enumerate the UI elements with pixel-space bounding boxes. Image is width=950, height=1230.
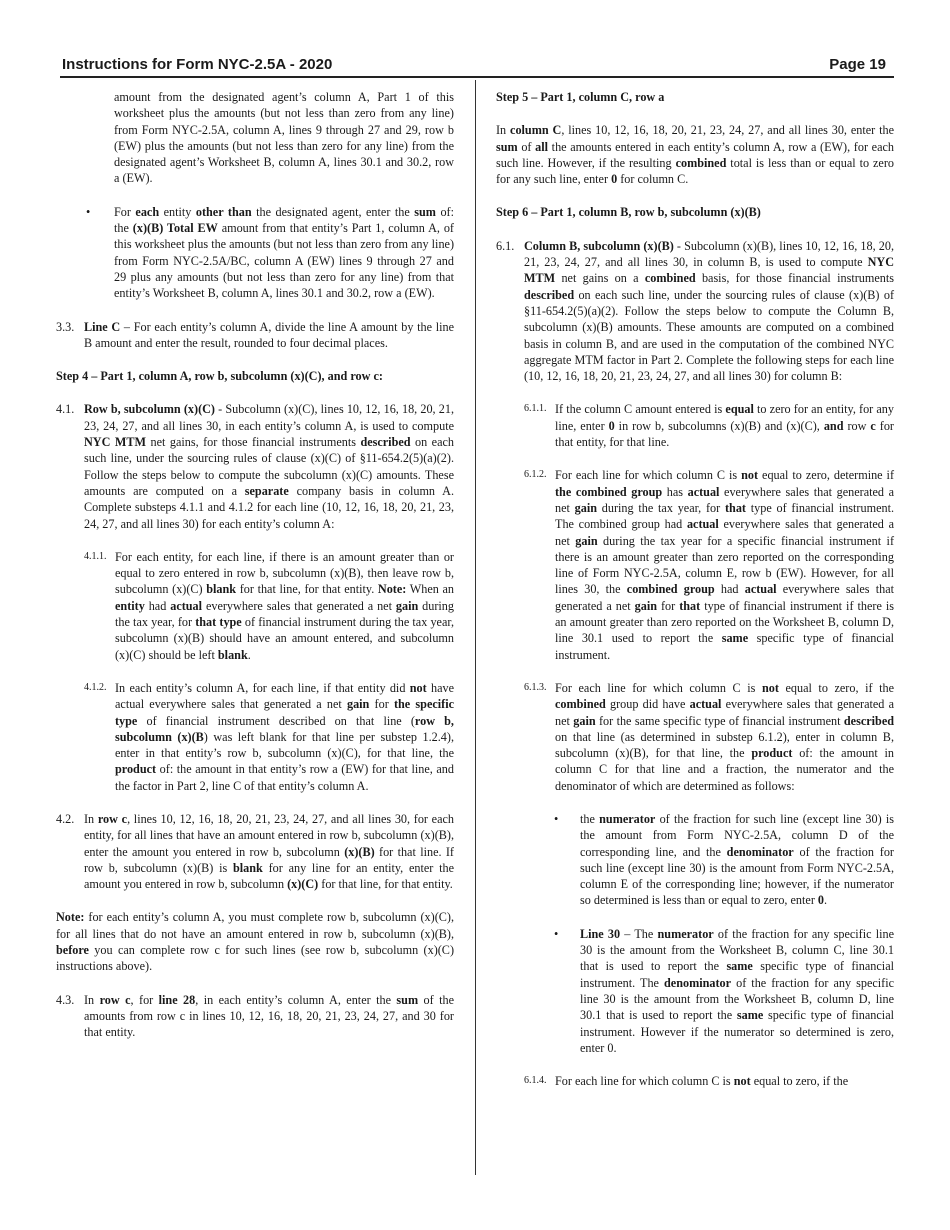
step-6-heading: Step 6 – Part 1, column B, row b, subcolumn (x)(B) [496,205,761,220]
document-title: Instructions for Form NYC-2.5A - 2020 [62,56,333,73]
continued-paragraph: amount from the designated agent’s column A, Part 1 of this worksheet plus the amounts (but not less than zero from any line) from Form NYC-2.5A, column A, lines 9 through 27 and 29, row b (EW) plus the amounts (but not less than zero for any line) from the designated agent’s Worksheet B, column A, lines 30.1 and 30.2, row a (EW). [114,90,454,186]
step-6-1-1: 6.1.1. If the column C amount entered is equal to zero for an entity, for any line, enter 0 in row b, subcolumns (x)(B) and (x)(C), and row c for that entity, for that line. [524,402,894,450]
note-paragraph: Note: for each entity’s column A, you must complete row b, subcolumn (x)(C), for all lines that do not have an amount entered in row b, subcolumn (x)(B), before you can complete row c for such lines (see row b, subcolumn (x)(C) instructions above). [56,910,454,974]
page-number: Page 19 [829,56,886,73]
step-4-1: 4.1. Row b, subcolumn (x)(C) - Subcolumn (x)(C), lines 10, 12, 16, 18, 20, 21, 23, 24, 27, and all lines 30, in each entity’s column A, is used to compute NYC MTM net gains, for those financial instruments described on each such line, under the sourcing rules of clause (x)(C) of §11-654.2(5)(a)(2). Follow the steps below to compute the subcolumn (x)(C) amounts. These amounts are computed on a separate company basis in column A. Complete substeps 4.1.1 and 4.1.2 for each line (10, 12, 16, 18, 20, 21, 23, 24, 27, and all lines 30) for each entity’s column A: [56,402,455,531]
step-6-1-2: 6.1.2. For each line for which column C is not equal to zero, determine if the combined group has actual everywhere sales that generated a net gain during the tax year, for that type of financial instrument. The combined group had actual everywhere sales that generated a net gain during the tax year for a specific financial instrument if there is an amount greater than zero reported on the corresponding line of Form NYC-2.5A, column E, row b (EW). However, for all lines 30, the combined group had actual everywhere sales that generated a net gain for that type of financial instrument if there is an amount greater than zero reported on the Worksheet B, column D, line 30.1 used to report the same specific type of financial instrument. [524,468,895,662]
bullet-numerator: • the numerator of the fraction for such line (except line 30) is the amount from Form NYC-2.5A, column D of the corresponding line, and the denominator of the fraction for such line (except line 30) is the amount from Form NYC-2.5A, column E of the corresponding line; however, if the numerator so determined is less than or equal to zero, enter 0. [554,811,895,908]
step-4-heading: Step 4 – Part 1, column A, row b, subcolumn (x)(C), and row c: [56,369,383,384]
left-column [56,89,454,1058]
step-6-1: 6.1. Column B, subcolumn (x)(B) - Subcolumn (x)(B), lines 10, 12, 16, 18, 20, 21, 23, 24, 27, and all lines 30, in column B, is used to compute NYC MTM net gains on a combined basis, for those financial instruments described on each such line, under the sourcing rules of clause (x)(B) of §11-654.2(5)(a)(2). Follow the steps below to compute the Column B, subcolumn (x)(B) amounts. These amounts are computed on a combined basis in column B, and are used in the computation of the combined NYC aggregate MTM factor in Part 2. Complete the following steps for each line (10, 12, 16, 18, 20, 21, 23, 24, 27, and all lines 30) for column B: [496,238,894,384]
column-divider [475,80,476,1175]
step-6-1-3: 6.1.3. For each line for which column C is not equal to zero, if the combined group did have actual everywhere sales that generated a net gain for the same specific type of financial instrument described on that line (as determined in substep 6.1.2), enter in column B, subcolumn (x)(B), for that line, the product of: the amount in column C for that line and a fraction, the numerator and the denominator of which are determined as follows: [524,680,895,793]
step-4-3: 4.3. In row c, for line 28, in each entity’s column A, enter the sum of the amounts from row c in lines 10, 12, 16, 18, 20, 21, 23, 24, 27, and 30 for that entity. [56,992,455,1040]
page-header [60,54,894,78]
bullet-line-30: • Line 30 – The numerator of the fraction for any specific line 30 is the amount from the Worksheet B, column C, line 30.1 that is used to report the same specific type of financial instrument. The denominator of the fraction for any specific line 30 is the amount from the Worksheet B, column D, line 30.1 that is used to report the same specific type of financial instrument. However if the numerator so determined is zero, enter 0. [554,926,895,1055]
step-5-heading: Step 5 – Part 1, column C, row a [496,90,665,104]
step-4-2: 4.2. In row c, lines 10, 12, 16, 18, 20, 21, 23, 24, 27, and all lines 30, for each entity, for all lines that have an amount entered in row b, subcolumn (x)(B), enter the amount you entered in row b, subcolumn (x)(B) for that line. If row b, subcolumn (x)(B) is blank for any line for an entity, enter the amount you entered in row b, subcolumn (x)(C) for that line, for that entity. [56,811,454,892]
step-4-1-1: 4.1.1. For each entity, for each line, if there is an amount greater than or equal to zero entered in row b, subcolumn (x)(B), then leave row b, subcolumn (x)(C) blank for that line, for that entity. Note: When an entity had actual everywhere sales that generated a net gain during the tax year, for that type of financial instrument during the tax year, subcolumn (x)(B) should have an amount entered, and subcolumn (x)(C) should be left blank. [84,549,454,662]
step-3-3: 3.3. Line C – For each entity’s column A, divide the line A amount by the line B amount and enter the result, rounded to four decimal places. [56,319,455,350]
step-4-1-2: 4.1.2. In each entity’s column A, for each line, if that entity did not have actual everywhere sales that generated a net gain for the specific type of financial instrument described on that line (row b, subcolumn (x)(B) was left blank for that line per substep 1.2.4), enter in that entity’s row b, subcolumn (x)(C), for that line, the product of: the amount in that entity’s row a (EW) for that line, and the factor in Part 2, line C of that entity’s column A. [84,680,454,793]
right-column [496,89,894,1089]
bullet-other-entities: • For each entity other than the designated agent, enter the sum of: the (x)(B) Total EW amount from that entity’s Part 1, column A, of this worksheet plus the amounts (but not less than zero from any line) from Form NYC-2.5A/BC, column A (EW) lines 9 through 27 and 29 plus any amounts (but not less than zero for any line) from that entity’s Worksheet B, column A, lines 30.1 and 30.2, row a (EW). [86,204,454,301]
step-5-paragraph: In column C, lines 10, 12, 16, 18, 20, 21, 23, 24, 27, and all lines 30, enter the sum of all the amounts entered in each entity’s column A, row a (EW), for each such line. However, if the resulting combined total is less than or equal to zero for any such line, enter 0 for column C. [496,123,895,187]
step-6-1-4: 6.1.4. For each line for which column C is not equal to zero, if the [524,1074,849,1089]
